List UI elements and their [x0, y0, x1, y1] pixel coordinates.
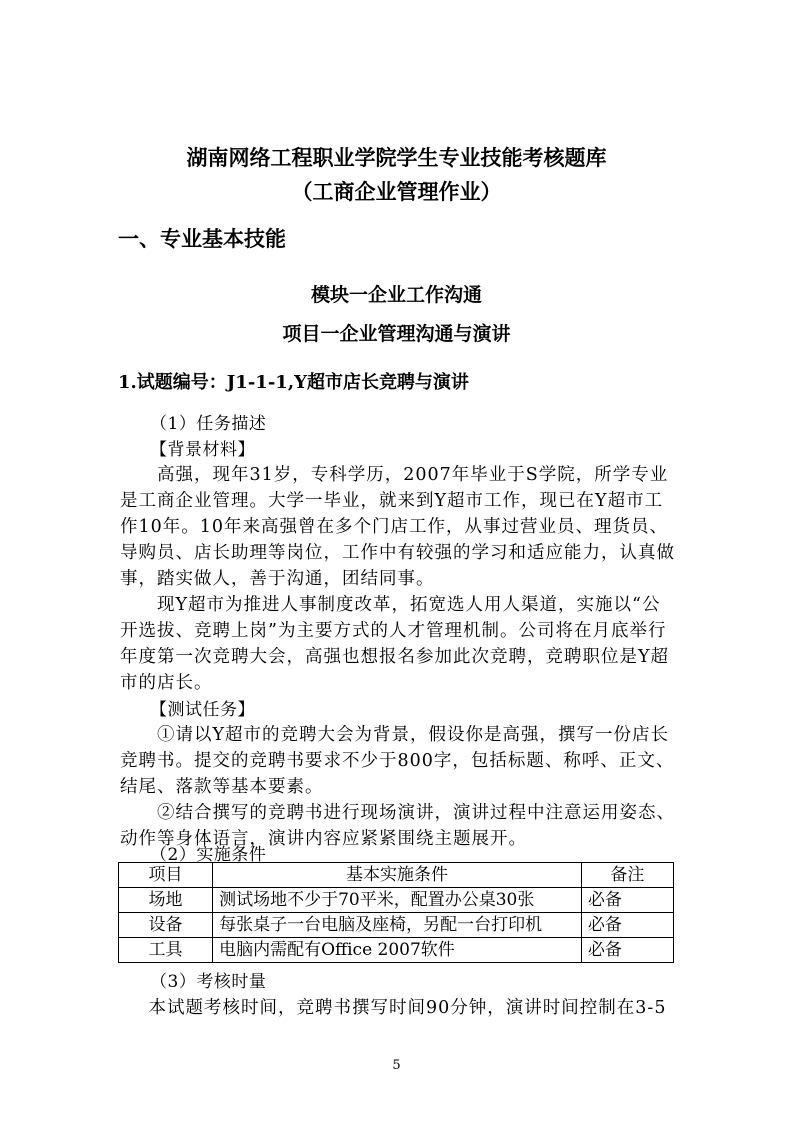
- test-line: ①请以Y超市的竞聘大会为背景，假设你是高强，撰写一份店长: [120, 725, 670, 745]
- doc-title-line2: （工商企业管理作业）: [291, 180, 502, 204]
- table-header-cell: 项目: [119, 863, 213, 888]
- test-line: 结尾、落款等基本要素。: [120, 777, 324, 797]
- table-cell: 必备: [581, 938, 673, 963]
- background-label: 【背景材料】: [150, 440, 255, 460]
- page-number: 5: [392, 1058, 401, 1073]
- bg-line: 高强，现年31岁，专科学历，2007年毕业于S学院，所学专业: [120, 465, 669, 485]
- bg-line: 是工商企业管理。大学一毕业，就来到Y超市工作，现已在Y超市工: [120, 491, 664, 511]
- task-desc-label: （1）任务描述: [150, 414, 267, 434]
- project-heading: 项目一企业管理沟通与演讲: [282, 323, 511, 345]
- table-cell: 设备: [119, 913, 213, 938]
- table-cell: 场地: [119, 888, 213, 913]
- table-cell: 电脑内需配有Office 2007软件: [213, 938, 582, 963]
- question-heading: 1.试题编号：J1-1-1,Y超市店长竞聘与演讲: [118, 372, 469, 393]
- table-cell: 工具: [119, 938, 213, 963]
- table-row: [119, 913, 674, 938]
- test-line: ②结合撰写的竞聘书进行现场演讲，演讲过程中注意运用姿态、: [120, 803, 675, 823]
- bg-line: 导购员、店长助理等岗位，工作中有较强的学习和适应能力，认真做: [120, 543, 675, 563]
- bg-line: 开选拔、竞聘上岗”为主要方式的人才管理机制。公司将在月底举行: [120, 621, 667, 641]
- test-task-label: 【测试任务】: [150, 700, 255, 720]
- bg-line: 年度第一次竞聘大会，高强也想报名参加此次竞聘，竞聘职位是Y超: [120, 647, 670, 667]
- table-cell: 必备: [581, 913, 673, 938]
- test-line: 动作等身体语言，演讲内容应紧紧围绕主题展开。: [120, 829, 527, 849]
- module-heading: 模块一企业工作沟通: [310, 284, 482, 306]
- table-cell: 测试场地不少于70平米，配置办公桌30张: [213, 888, 582, 913]
- doc-title-line1: 湖南网络工程职业学院学生专业技能考核题库: [186, 146, 607, 170]
- table-row: [119, 938, 674, 963]
- table-header-cell: 备注: [581, 863, 673, 888]
- bg-line: 事，踏实做人，善于沟通，团结同事。: [120, 569, 435, 589]
- bg-line: 市的店长。: [120, 673, 213, 693]
- test-line: 竞聘书。提交的竞聘书要求不少于800字，包括标题、称呼、正文、: [120, 751, 675, 771]
- table-header-row: [119, 863, 674, 888]
- bg-line: 现Y超市为推进人事制度改革，拓宽选人用人渠道，实施以“公: [120, 595, 661, 615]
- time-label: （3）考核时量: [150, 972, 267, 992]
- table-cell: 每张桌子一台电脑及座椅，另配一台打印机: [213, 913, 582, 938]
- conditions-label: （2）实施条件: [150, 845, 267, 865]
- time-line: 本试题考核时间，竞聘书撰写时间90分钟，演讲时间控制在3-5: [130, 998, 667, 1018]
- table-cell: 必备: [581, 888, 673, 913]
- conditions-table: [118, 862, 674, 963]
- bg-line: 作10年。10年来高强曾在多个门店工作，从事过营业员、理货员、: [120, 517, 669, 537]
- section-heading: 一、专业基本技能: [118, 227, 286, 251]
- table-row: [119, 888, 674, 913]
- table-header-cell: 基本实施条件: [213, 863, 582, 888]
